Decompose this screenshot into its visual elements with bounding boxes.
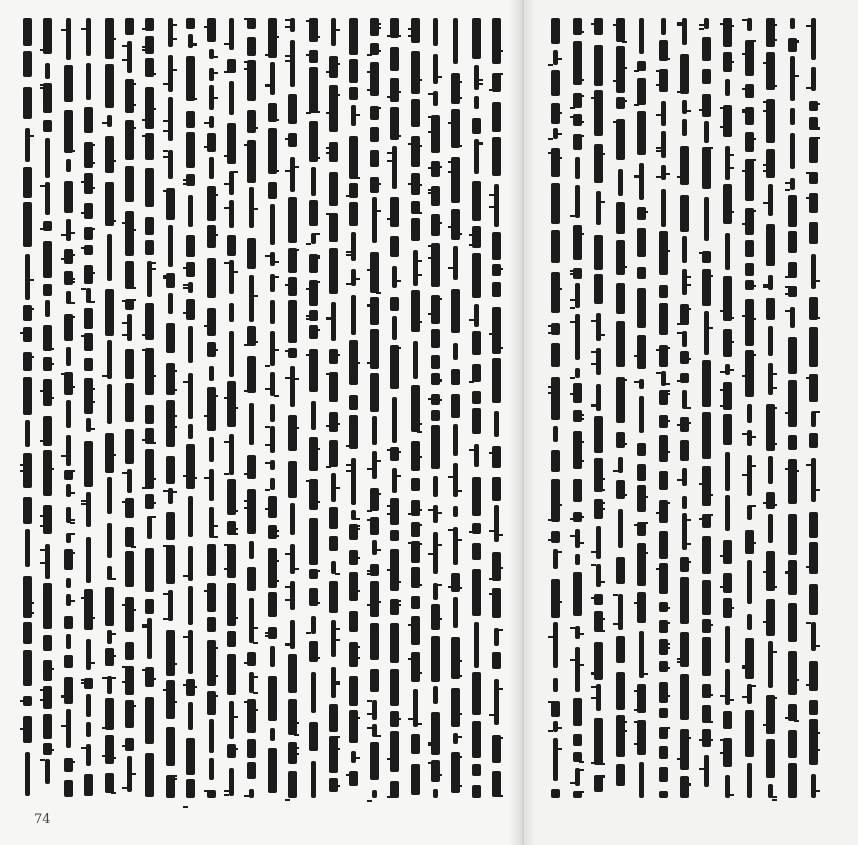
text-column	[408, 18, 422, 798]
text-column	[489, 18, 503, 798]
text-column	[387, 18, 401, 798]
text-column	[469, 18, 483, 798]
text-column	[102, 18, 116, 798]
text-column	[548, 18, 562, 798]
text-column	[20, 18, 34, 798]
text-column	[613, 18, 627, 798]
text-column	[61, 18, 75, 798]
text-column	[806, 18, 820, 798]
text-column	[40, 18, 54, 798]
text-column	[346, 18, 360, 798]
text-column	[306, 18, 320, 798]
text-column	[742, 18, 756, 798]
text-column	[265, 18, 279, 798]
text-column	[224, 18, 238, 798]
text-column	[367, 18, 381, 798]
text-column	[448, 18, 462, 798]
text-column	[163, 18, 177, 798]
text-column	[720, 18, 734, 798]
text-column	[591, 18, 605, 798]
left-page-text-block	[20, 18, 510, 798]
text-column	[677, 18, 691, 798]
text-column	[634, 18, 648, 798]
text-column	[142, 18, 156, 798]
text-column	[326, 18, 340, 798]
text-column	[428, 18, 442, 798]
text-column	[244, 18, 258, 798]
page-number: 74	[34, 812, 51, 827]
right-page-text-block	[548, 18, 833, 798]
text-column	[570, 18, 584, 798]
text-column	[204, 18, 218, 798]
text-column	[183, 18, 197, 798]
text-column	[763, 18, 777, 798]
text-column	[656, 18, 670, 798]
text-column	[122, 18, 136, 798]
book-gutter	[510, 0, 536, 845]
text-column	[81, 18, 95, 798]
text-column	[699, 18, 713, 798]
text-column	[785, 18, 799, 798]
text-column	[285, 18, 299, 798]
